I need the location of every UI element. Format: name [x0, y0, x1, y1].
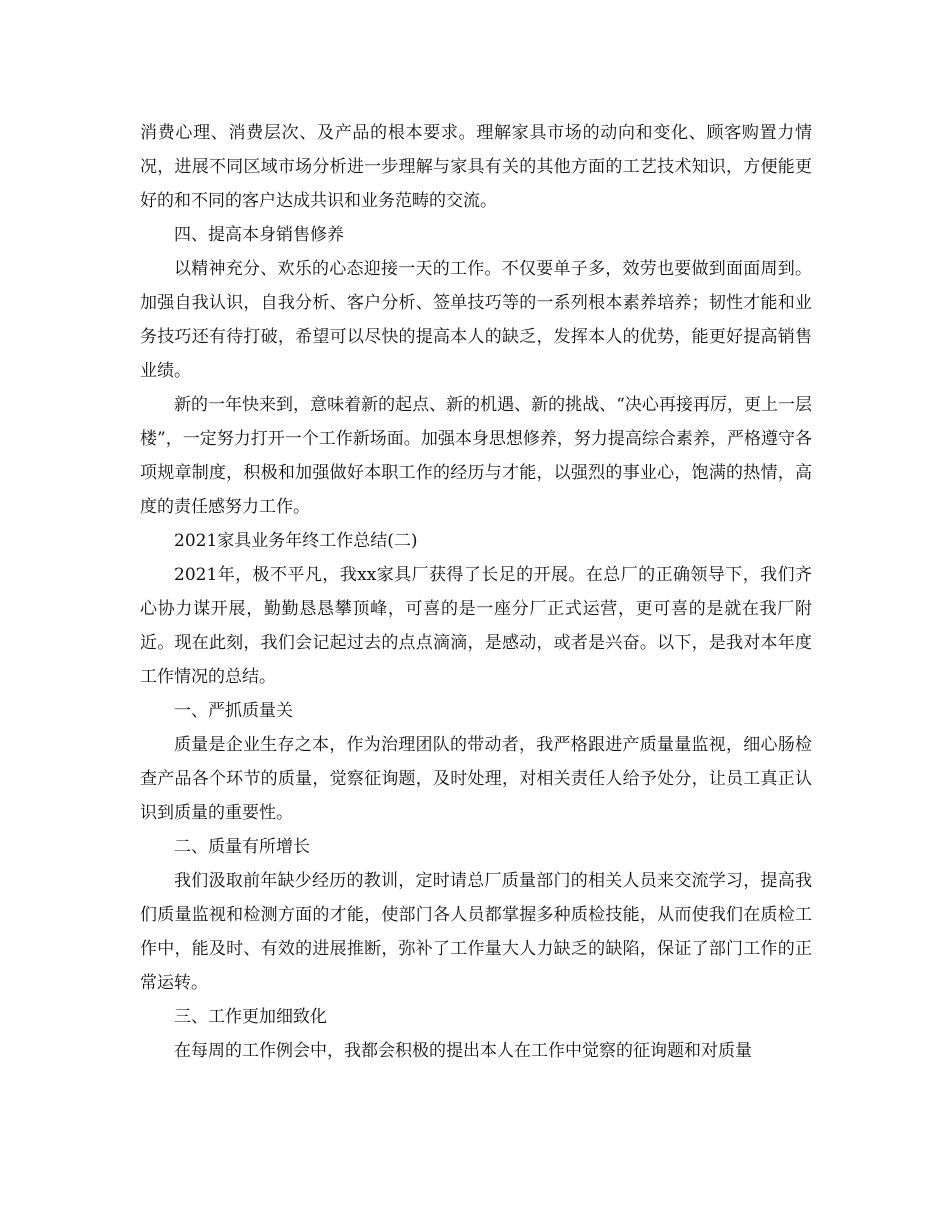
paragraph-weekly-meeting: 在每周的工作例会中，我都会积极的提出本人在工作中觉察的征询题和对质量: [174, 1041, 752, 1061]
paragraph-new-year: 新的一年快来到，意味着新的起点、新的机遇、新的挑战、“决心再接再厉，更上一层楼”，一定努力打开一个工作新场面。加强本身思想修养，努力提高综合素养，严格遵守各项规章制度，积极和加强做好本职工作的经历与才能，以强烈的事业心，饱满的热情，高度的责任感努力工作。: [140, 395, 812, 517]
section-heading-quality-growth: 二、质量有所增长: [174, 837, 310, 857]
paragraph-quality-growth: 我们汲取前年缺少经历的教训，定时请总厂质量部门的相关人员来交流学习，提高我们质量监视和检测方面的才能，使部门各人员都掌握多种质检技能，从而使我们在质检工作中，能及时、有效的进展推断，弥补了工作量大人力缺乏的缺陷，保证了部门工作的正常运转。: [140, 871, 812, 993]
paragraph-continuation: 消费心理、消费层次、及产品的根本要求。理解家具市场的动向和变化、顾客购置力情况，进展不同区域市场分析进一步理解与家具有关的其他方面的工艺技术知识，方便能更好的和不同的客户达成共识和业务范畴的交流。: [140, 123, 812, 211]
section-heading-improve-sales: 四、提高本身销售修养: [174, 225, 344, 245]
paragraph-intro-2021: 2021年，极不平凡，我xx家具厂获得了长足的开展。在总厂的正确领导下，我们齐心协力谋开展，勤勤恳恳攀顶峰，可喜的是一座分厂正式运营，更可喜的是就在我厂附近。现在此刻，我们会记起过去的点点滴滴，是感动，或者是兴奋。以下，是我对本年度工作情况的总结。: [140, 565, 812, 687]
section-heading-detailed-work: 三、工作更加细致化: [174, 1007, 327, 1027]
document-subtitle: 2021家具业务年终工作总结(二): [174, 531, 418, 551]
paragraph-quality-control: 质量是企业生存之本，作为治理团队的带动者，我严格跟进产质量量监视，细心肠检查产品各个环节的质量，觉察征询题，及时处理，对相关责任人给予处分，让员工真正认识到质量的重要性。: [140, 735, 812, 823]
section-heading-quality-control: 一、严抓质量关: [174, 701, 293, 721]
paragraph-sales-attitude: 以精神充分、欢乐的心态迎接一天的工作。不仅要单子多，效劳也要做到面面周到。加强自我认识，自我分析、客户分析、签单技巧等的一系列根本素养培养；韧性才能和业务技巧还有待打破，希望可以尽快的提高本人的缺乏，发挥本人的优势，能更好提高销售业绩。: [140, 259, 812, 381]
document-body: [140, 116, 812, 1068]
